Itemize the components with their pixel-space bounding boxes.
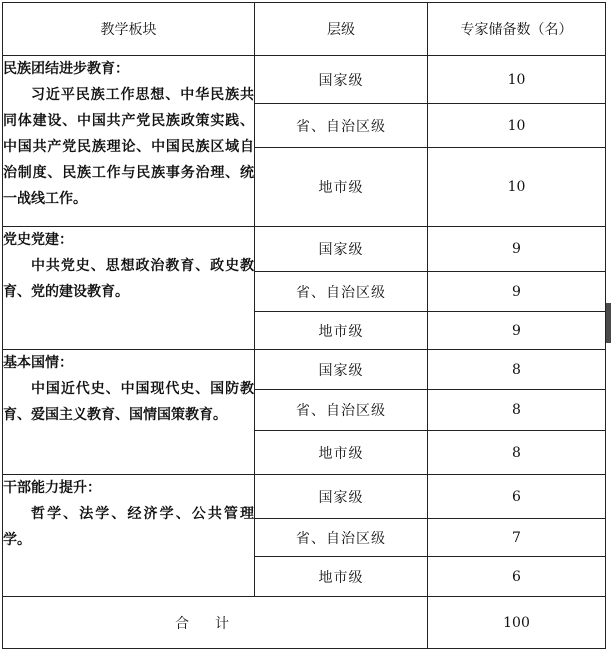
count-cell: 6 [428, 475, 606, 519]
table-row [3, 56, 606, 104]
count-cell: 8 [428, 431, 606, 475]
level-cell: 地市级 [255, 431, 428, 475]
level-cell: 国家级 [255, 227, 428, 272]
table-row [3, 227, 606, 272]
total-value: 100 [428, 597, 606, 649]
module-description: 中共党史、思想政治教育、政史教育、党的建设教育。 [3, 258, 254, 300]
level-cell: 省、自治区级 [255, 104, 428, 148]
header-module: 教学板块 [3, 3, 255, 56]
module-title: 基本国情： [3, 355, 73, 371]
header-row [3, 3, 606, 56]
module-description: 哲学、法学、经济学、公共管理学。 [3, 506, 254, 548]
module-cell-ethnic-unity [3, 56, 255, 227]
count-cell: 10 [428, 56, 606, 104]
count-cell: 6 [428, 557, 606, 597]
header-count: 专家储备数（名） [428, 3, 606, 56]
count-cell: 9 [428, 312, 606, 350]
level-cell: 国家级 [255, 475, 428, 519]
page-edge-marker [606, 303, 611, 343]
count-cell: 8 [428, 390, 606, 431]
count-cell: 9 [428, 227, 606, 272]
level-cell: 地市级 [255, 312, 428, 350]
count-cell: 7 [428, 519, 606, 557]
module-cell-party-history [3, 227, 255, 350]
count-cell: 9 [428, 272, 606, 312]
module-cell-national-conditions [3, 350, 255, 475]
level-cell: 国家级 [255, 56, 428, 104]
level-cell: 国家级 [255, 350, 428, 390]
module-description: 中国近代史、中国现代史、国防教育、爱国主义教育、国情国策教育。 [3, 381, 254, 423]
module-title: 干部能力提升： [3, 480, 101, 496]
expert-reserve-table [2, 2, 606, 649]
header-level: 层级 [255, 3, 428, 56]
module-description: 习近平民族工作思想、中华民族共同体建设、中国共产党民族政策实践、中国共产党民族理论、中国民族区域自治制度、民族工作与民族事务治理、统一战线工作。 [3, 87, 254, 207]
table-row [3, 475, 606, 519]
count-cell: 10 [428, 148, 606, 227]
total-label: 合计 [3, 597, 428, 649]
module-title: 民族团结进步教育： [3, 61, 129, 77]
table-row [3, 350, 606, 390]
module-title: 党史党建： [3, 232, 73, 248]
count-cell: 10 [428, 104, 606, 148]
level-cell: 省、自治区级 [255, 390, 428, 431]
level-cell: 省、自治区级 [255, 272, 428, 312]
total-row [3, 597, 606, 649]
level-cell: 省、自治区级 [255, 519, 428, 557]
module-cell-cadre-ability [3, 475, 255, 597]
level-cell: 地市级 [255, 557, 428, 597]
count-cell: 8 [428, 350, 606, 390]
level-cell: 地市级 [255, 148, 428, 227]
